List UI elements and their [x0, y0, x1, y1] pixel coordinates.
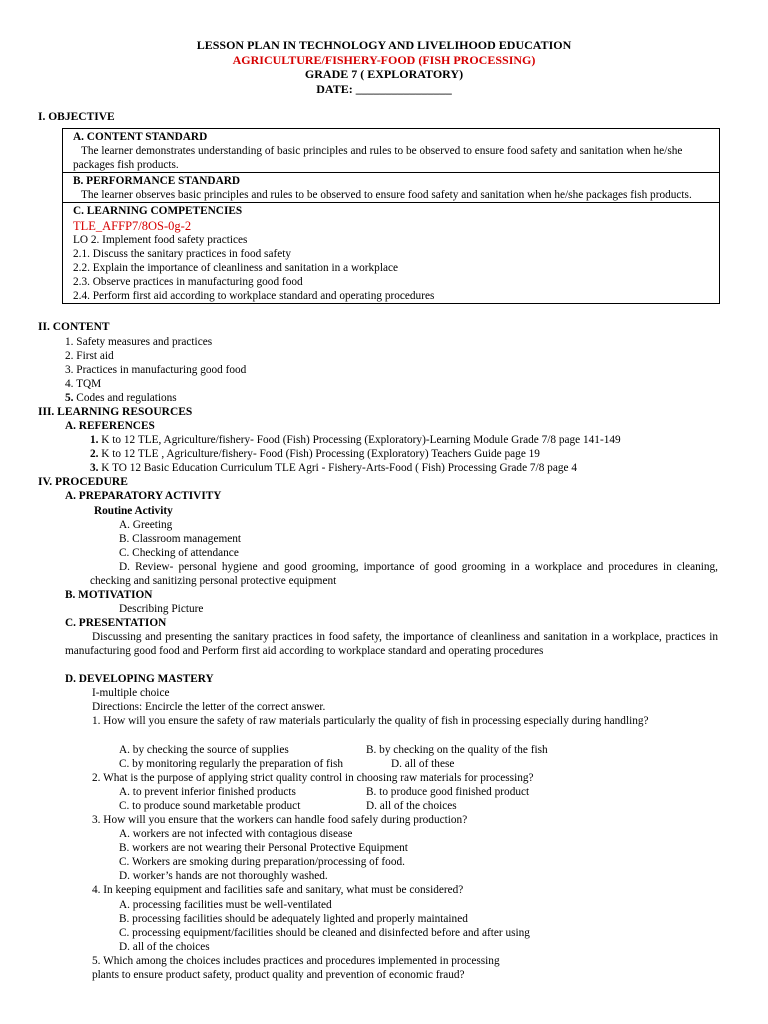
reference-number: 3. — [90, 462, 99, 474]
mastery-directions: Directions: Encircle the letter of the correct answer. — [92, 701, 326, 713]
competency-item: 2.1. Discuss the sanitary practices in food safety — [73, 247, 292, 260]
grade-label: GRADE 7 ( EXPLORATORY) — [304, 67, 464, 81]
reference-number: 1. — [90, 434, 99, 446]
document-subtitle: AGRICULTURE/FISHERY-FOOD (FISH PROCESSING) — [232, 52, 536, 67]
performance-standard-text: The learner observes basic principles and rules to be observed to ensure food safety and sanitation when he/she packages fish products. — [81, 189, 692, 202]
competency-code: TLE_AFFP7/8OS-0g-2 — [73, 218, 192, 233]
q1-option-b: B. by checking on the quality of the fish — [366, 744, 548, 756]
q4-option: D. all of the choices — [119, 941, 210, 953]
competency-item: 2.3. Observe practices in manufacturing good food — [73, 275, 303, 288]
preparatory-heading: A. PREPARATORY ACTIVITY — [65, 490, 222, 502]
q3-option: B. workers are not wearing their Personal Protective Equipment — [119, 842, 408, 854]
q2-option-d: D. all of the choices — [366, 800, 457, 812]
content-standard-text: The learner demonstrates understanding of basic principles and rules to be observed to ensure food safety and sanitation when he/she packages fish products. — [73, 145, 683, 172]
q1-option-a: A. by checking the source of supplies — [119, 744, 289, 756]
procedure-heading: IV. PROCEDURE — [38, 476, 128, 488]
competencies-title: C. LEARNING COMPETENCIES — [73, 205, 243, 218]
competency-item: LO 2. Implement food safety practices — [73, 233, 248, 246]
presentation-text: Discussing and presenting the sanitary practices in food safety, the importance of cleanliness and sanitation in a workplace, practices in manufacturing good food and Perform first aid according to workplace standard and operating procedures — [65, 631, 718, 658]
question-1: 1. How will you ensure the safety of raw materials particularly the quality of fish in processing especially during handling? — [92, 715, 649, 727]
content-item: 3. Practices in manufacturing good food — [65, 364, 247, 376]
reference-text: K to 12 TLE, Agriculture/fishery- Food (Fish) Processing (Exploratory)-Learning Module Grade 7/8 page 141-149 — [98, 434, 621, 446]
objective-table — [62, 128, 720, 304]
content-item: 4. TQM — [65, 378, 102, 390]
q2-option-a: A. to prevent inferior finished products — [119, 786, 296, 798]
content-heading: II. CONTENT — [38, 321, 110, 333]
date-label: DATE: ________________ — [316, 81, 452, 96]
q4-option: A. processing facilities must be well-ventilated — [119, 899, 332, 911]
motivation-text: Describing Picture — [119, 603, 204, 615]
reference-text: K to 12 TLE , Agriculture/fishery- Food (Fish) Processing (Exploratory) Teachers Guide page 19 — [98, 448, 540, 460]
content-standard-cell — [63, 129, 719, 173]
q3-option: D. worker’s hands are not thoroughly washed. — [119, 870, 328, 882]
resources-heading: III. LEARNING RESOURCES — [38, 406, 193, 418]
question-5-continued: plants to ensure product safety, product quality and prevention of economic fraud? — [92, 969, 465, 981]
content-item-text: Codes and regulations — [73, 392, 177, 404]
reference-number: 2. — [90, 448, 99, 460]
competency-item: 2.2. Explain the importance of cleanliness and sanitation in a workplace — [73, 261, 398, 274]
reference-item — [90, 433, 621, 447]
q3-option: A. workers are not infected with contagious disease — [119, 828, 353, 840]
reference-text: K TO 12 Basic Education Curriculum TLE Agri - Fishery-Arts-Food ( Fish) Processing Grade 7/8 page 4 — [98, 462, 577, 474]
reference-item — [90, 447, 540, 461]
presentation-heading: C. PRESENTATION — [65, 617, 167, 629]
document-title: LESSON PLAN IN TECHNOLOGY AND LIVELIHOOD EDUCATION — [196, 38, 572, 52]
routine-item: B. Classroom management — [119, 533, 242, 545]
content-item: 1. Safety measures and practices — [65, 336, 213, 348]
competencies-cell — [63, 203, 719, 303]
question-4: 4. In keeping equipment and facilities safe and sanitary, what must be considered? — [92, 884, 464, 896]
mastery-type: I-multiple choice — [92, 687, 170, 699]
routine-item: C. Checking of attendance — [119, 547, 239, 559]
content-item: 2. First aid — [65, 350, 114, 362]
q4-option: B. processing facilities should be adequately lighted and properly maintained — [119, 913, 468, 925]
question-3: 3. How will you ensure that the workers can handle food safely during production? — [92, 814, 468, 826]
document-header — [0, 0, 768, 96]
mastery-heading: D. DEVELOPING MASTERY — [65, 673, 214, 685]
objective-heading: I. OBJECTIVE — [38, 111, 115, 123]
competency-item: 2.4. Perform first aid according to workplace standard and operating procedures — [73, 290, 435, 303]
content-item-number: 5. — [65, 392, 74, 404]
references-heading: A. REFERENCES — [65, 420, 155, 432]
content-standard-title: A. CONTENT STANDARD — [73, 131, 208, 143]
routine-item: A. Greeting — [119, 519, 173, 531]
q3-option: C. Workers are smoking during preparation/processing of food. — [119, 856, 405, 868]
reference-item — [90, 461, 577, 475]
content-item — [65, 391, 177, 405]
review-item: D. Review- personal hygiene and good grooming, importance of good grooming in a workplace and procedures in cleaning, checking and sanitizing personal protective equipment — [90, 561, 718, 588]
question-5: 5. Which among the choices includes practices and procedures implemented in processing — [92, 955, 500, 967]
q2-option-b: B. to produce good finished product — [366, 786, 530, 798]
q1-option-c: C. by monitoring regularly the preparation of fish — [119, 758, 344, 770]
motivation-heading: B. MOTIVATION — [65, 589, 153, 601]
performance-standard-title: B. PERFORMANCE STANDARD — [73, 175, 241, 188]
q2-option-c: C. to produce sound marketable product — [119, 800, 301, 812]
performance-standard-cell — [63, 173, 719, 203]
question-2: 2. What is the purpose of applying strict quality control in choosing raw materials for processing? — [92, 772, 534, 784]
q1-option-d: D. all of these — [391, 758, 455, 770]
routine-heading: Routine Activity — [94, 505, 173, 517]
q4-option: C. processing equipment/facilities should be cleaned and disinfected before and after using — [119, 927, 530, 939]
